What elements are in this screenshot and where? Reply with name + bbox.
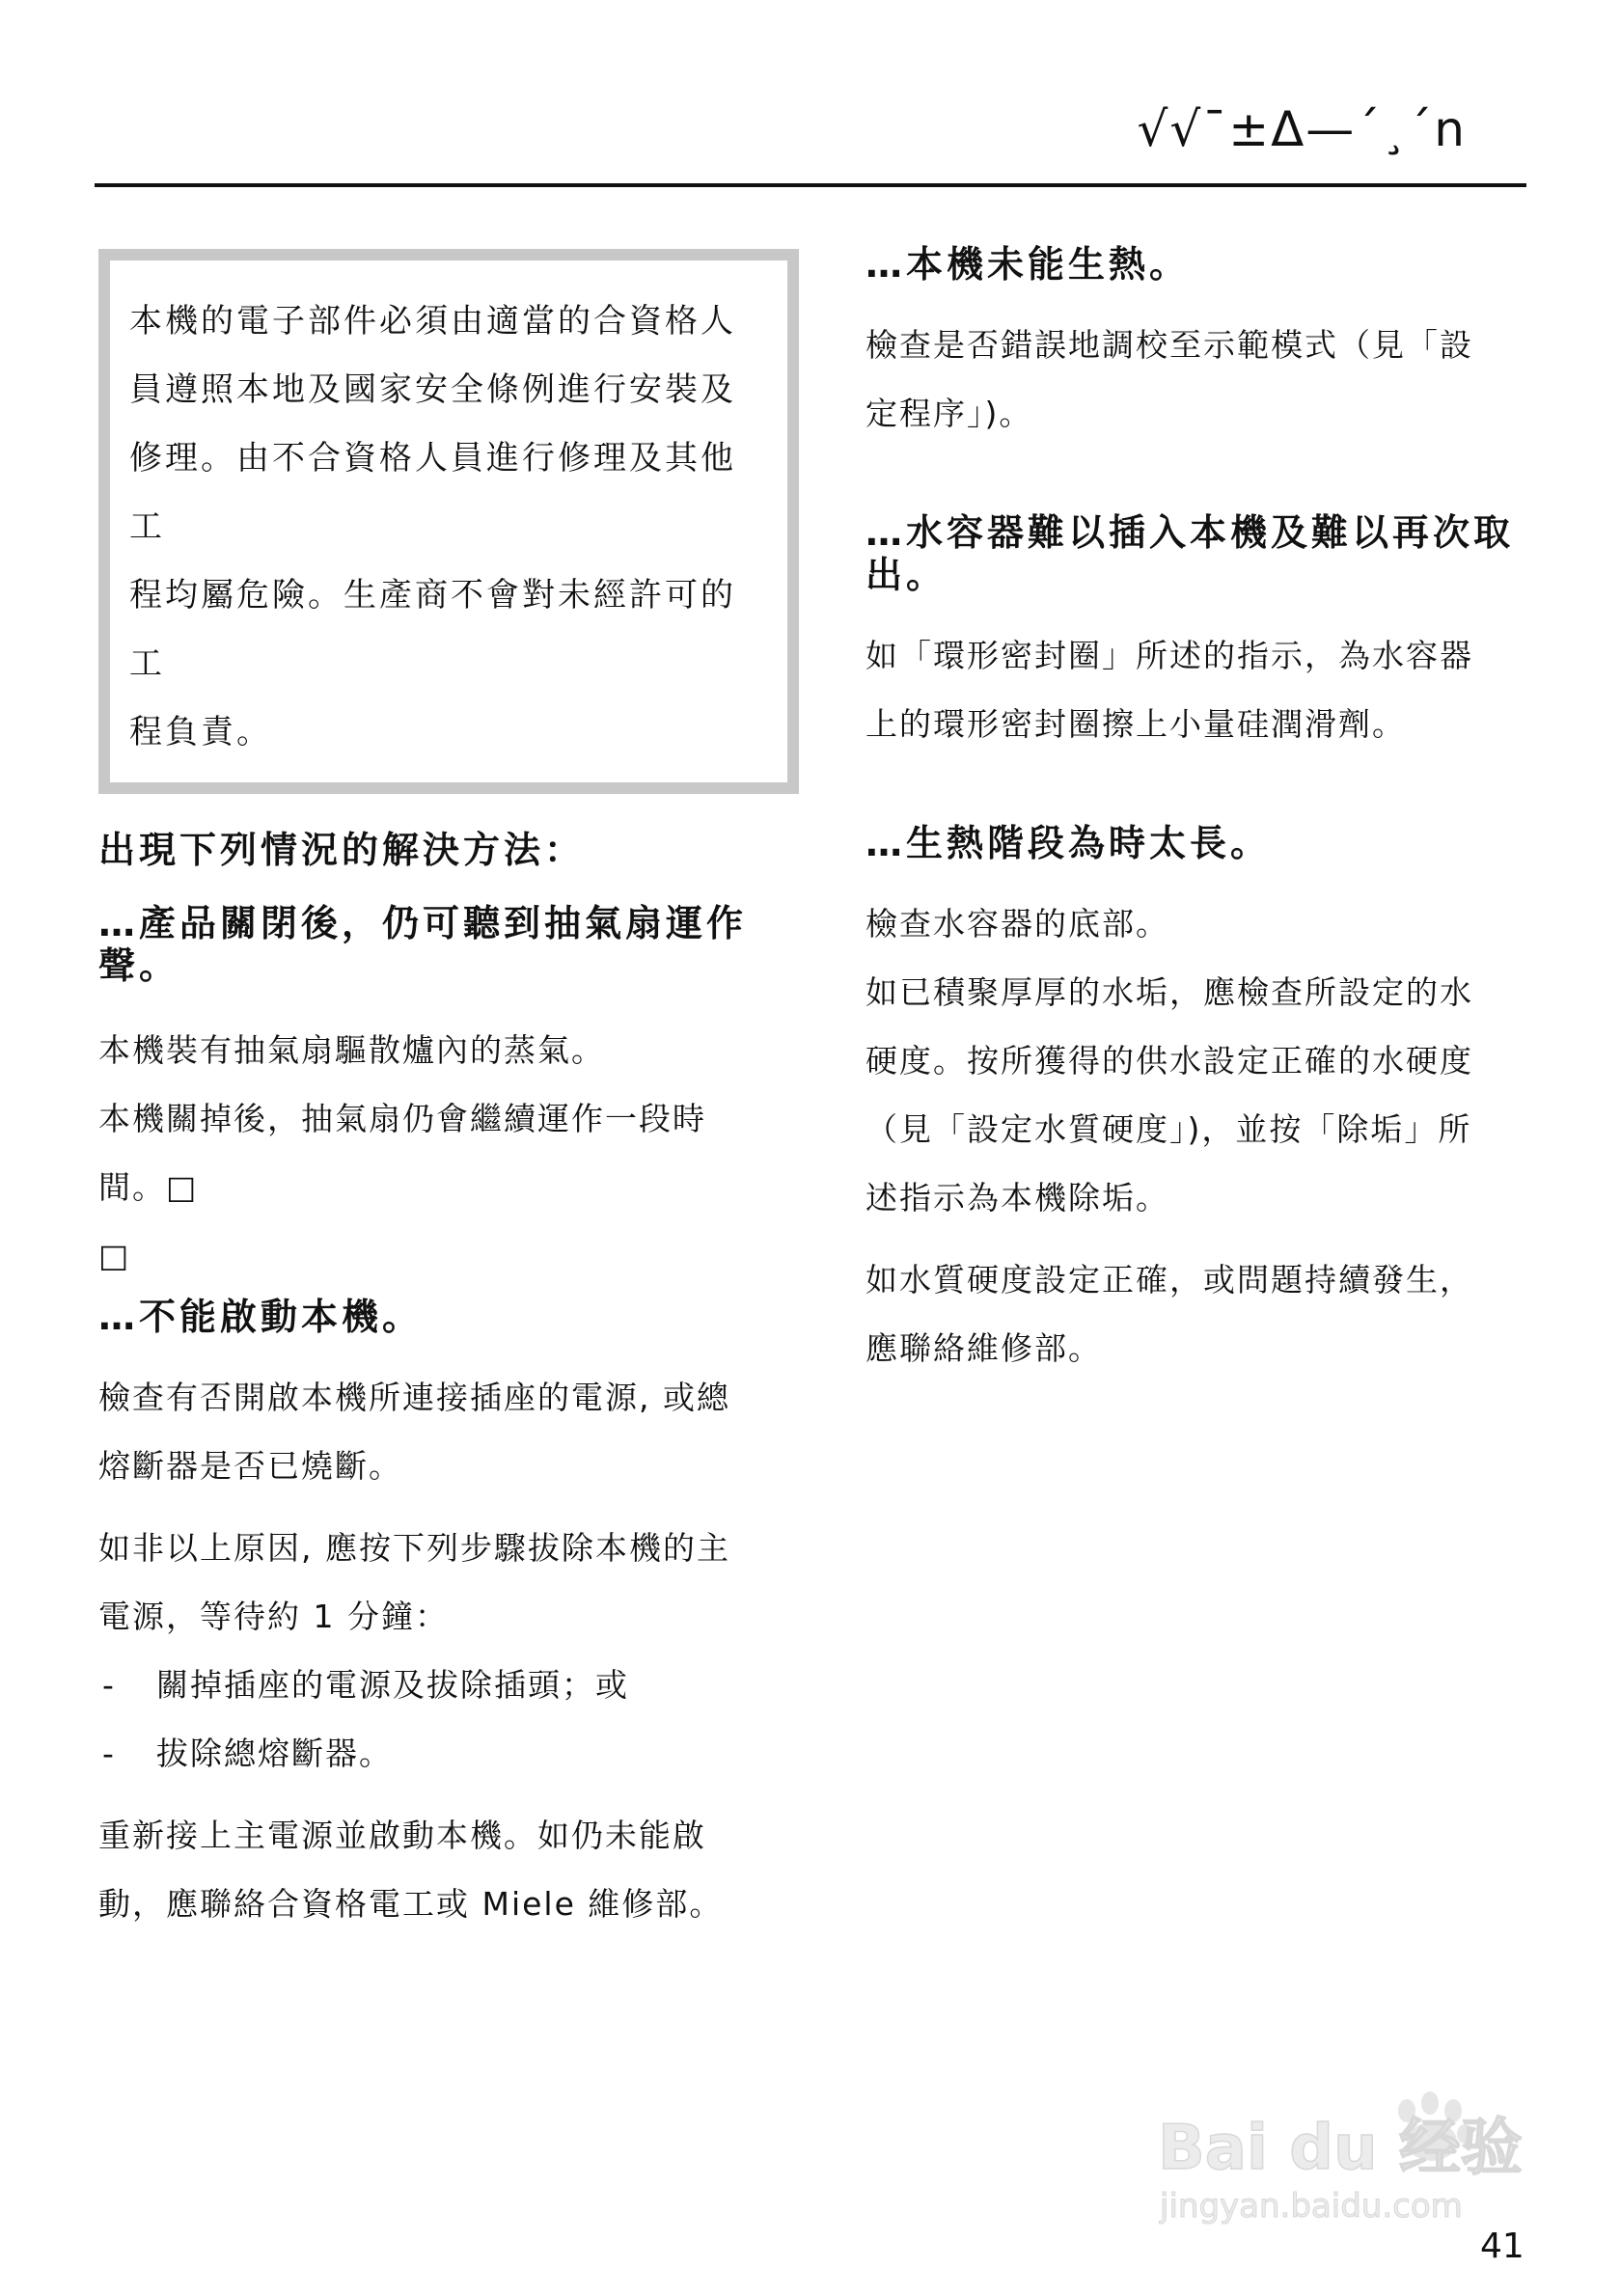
list-dash: -	[102, 1735, 116, 1772]
start-text-line: 動，應聯絡合資格電工或 Miele 維修部。	[98, 1885, 724, 1923]
heatup-text-line: 如已積聚厚厚的水垢，應檢查所設定的水	[865, 973, 1473, 1011]
noheat-text-line: 檢查是否錯誤地調校至示範模式（見「設	[865, 326, 1473, 364]
page-number: 41	[1480, 2227, 1525, 2266]
noheat-section	[865, 311, 1531, 448]
container-section	[865, 621, 1531, 758]
header-title: √√¯±Δ—´¸´n	[1137, 101, 1467, 157]
header-rule	[95, 183, 1526, 187]
warning-line: 程負責。	[129, 713, 272, 752]
list-dash: -	[102, 1666, 116, 1704]
start-section	[98, 1363, 799, 1938]
noheat-text-line: 定程序」)。	[865, 395, 1033, 432]
heatup-text-line: 述指示為本機除垢。	[865, 1179, 1169, 1216]
fan-text-line: 本機關掉後，抽氣扇仍會繼續運作一段時	[98, 1100, 706, 1137]
list-item	[98, 1719, 799, 1788]
warning-box	[98, 249, 799, 794]
heatup-section	[865, 889, 1531, 1382]
warning-line: 員遵照本地及國家安全條例進行安裝及	[129, 370, 736, 409]
container-text-line: 如「環形密封圈」所述的指示，為水容器	[865, 637, 1473, 674]
left-column	[98, 249, 799, 1938]
list-item	[98, 1651, 799, 1719]
intro-heading: 出現下列情況的解決方法：	[98, 829, 586, 871]
container-text-line: 上的環形密封圈擦上小量硅潤滑劑。	[865, 705, 1406, 743]
heatup-text-line: （見「設定水質硬度」)，並按「除垢」所	[865, 1110, 1472, 1148]
fan-heading: …產品關閉後，仍可聽到抽氣扇運作聲。	[98, 902, 748, 987]
heatup-text-line: 檢查水容器的底部。	[865, 905, 1169, 943]
warning-line: 本機的電子部件必須由適當的合資格人	[129, 302, 736, 341]
placeholder-box-glyph: □	[98, 1237, 129, 1274]
warning-line: 程均屬危險。生產商不會對未經許可的工	[129, 576, 736, 683]
start-text-line: 熔斷器是否已燒斷。	[98, 1447, 402, 1485]
heatup-text-line: 應聯絡維修部。	[865, 1329, 1102, 1367]
noheat-heading: …本機未能生熱。	[865, 243, 1191, 286]
baidu-watermark	[1158, 2074, 1544, 2228]
heatup-text-line: 硬度。按所獲得的供水設定正確的水硬度	[865, 1042, 1473, 1080]
list-item-text: 關掉插座的電源及拔除插頭；或	[156, 1666, 629, 1704]
right-column	[865, 243, 1531, 1382]
start-text-line: 電源，等待約 1 分鐘：	[98, 1598, 449, 1635]
watermark-url: jingyan.baidu.com	[1160, 2187, 1463, 2226]
watermark-brand: Bai du 经验	[1158, 2113, 1523, 2184]
start-text-line: 檢查有否開啟本機所連接插座的電源, 或總	[98, 1379, 730, 1416]
start-heading: …不能啟動本機。	[98, 1296, 424, 1338]
heatup-text-line: 如水質硬度設定正確，或問題持續發生，	[865, 1261, 1473, 1298]
start-text-line: 重新接上主電源並啟動本機。如仍未能啟	[98, 1817, 706, 1854]
fan-text-line: 本機裝有抽氣扇驅散爐內的蒸氣。	[98, 1031, 605, 1069]
warning-line: 修理。由不合資格人員進行修理及其他工	[129, 439, 736, 546]
start-text-line: 如非以上原因, 應按下列步驟拔除本機的主	[98, 1529, 730, 1567]
container-heading: …水容器難以插入本機及難以再次取出。	[865, 511, 1515, 596]
list-item-text: 拔除總熔斷器。	[156, 1735, 393, 1772]
fan-section	[98, 1016, 799, 1290]
fan-text-line: 間。□	[98, 1168, 199, 1206]
heatup-heading: …生熱階段為時太長。	[865, 822, 1272, 864]
